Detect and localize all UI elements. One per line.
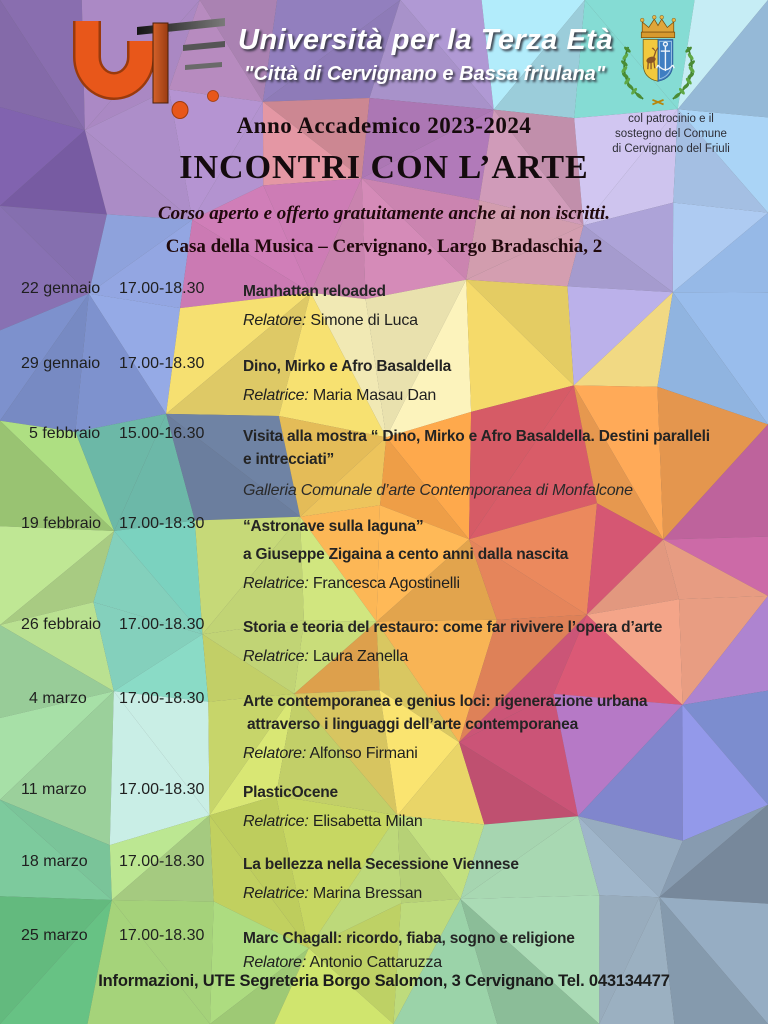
event-speaker: Relatrice: Francesca Agostinelli <box>243 575 460 592</box>
event-time: 17.00-18.30 <box>119 781 205 798</box>
event-time: 17.00-18.30 <box>119 853 205 870</box>
venue-line: Casa della Musica – Cervignano, Largo Bradaschia, 2 <box>165 236 603 257</box>
page-title: INCONTRI CON L’ARTE <box>179 149 589 186</box>
event-speaker: Relatore: Alfonso Firmani <box>243 745 418 762</box>
event-title: PlasticOcene <box>243 784 338 801</box>
event-title: Visita alla mostra “ Dino, Mirko e Afro Basaldella. Destini paralleli <box>243 428 710 445</box>
event-title: La bellezza nella Secessione Viennese <box>243 856 519 873</box>
event-time: 17.00-18.30 <box>119 690 205 707</box>
academic-year: Anno Accademico 2023-2024 <box>236 113 532 138</box>
event-speaker: Relatrice: Laura Zanella <box>243 648 409 665</box>
event-speaker: Relatore: Simone di Luca <box>243 312 418 329</box>
org-subtitle: "Città di Cervignano e Bassa friulana" <box>244 63 606 85</box>
event-title: Dino, Mirko e Afro Basaldella <box>243 358 452 375</box>
event-speaker: Relatrice: Maria Masau Dan <box>243 387 437 404</box>
event-title: Arte contemporanea e genius loci: rigenerazione urbana <box>243 693 648 710</box>
event-time: 17.00-18.30 <box>119 355 205 372</box>
event-date: 19 febbraio <box>21 515 102 532</box>
event-date: 22 gennaio <box>21 280 101 297</box>
event-date: 11 marzo <box>21 781 87 798</box>
event-date: 29 gennaio <box>21 355 101 372</box>
event-speaker: Relatrice: Marina Bressan <box>243 885 423 902</box>
event-time: 17.00-18.30 <box>119 927 205 944</box>
event-date: 18 marzo <box>21 853 88 870</box>
patronage-note: col patrocinio e il sostegno del Comune di Cervignano del Friuli <box>612 113 730 156</box>
event-title: “Astronave sulla laguna” <box>243 518 424 535</box>
event-date: 5 febbraio <box>29 425 101 442</box>
event-date: 26 febbraio <box>21 616 102 633</box>
event-time: 17.00-18.30 <box>119 280 205 297</box>
event-time: 15.00-16.30 <box>119 425 205 442</box>
event-title: Storia e teoria del restauro: come far rivivere l’opera d’arte <box>243 619 663 636</box>
event-title: Marc Chagall: ricordo, fiaba, sogno e religione <box>243 930 575 947</box>
event-title: e intrecciati” <box>243 451 335 468</box>
coat-of-arms-icon <box>610 8 706 110</box>
org-title: Università per la Terza Età <box>238 24 614 56</box>
event-title: Manhattan reloaded <box>243 283 386 300</box>
event-date: 25 marzo <box>21 927 88 944</box>
event-speaker: Relatrice: Elisabetta Milan <box>243 813 423 830</box>
event-subtitle: a Giuseppe Zigaina a cento anni dalla nascita <box>243 546 569 563</box>
event-date: 4 marzo <box>29 690 87 707</box>
event-time: 17.00-18.30 <box>119 616 205 633</box>
event-venue-note: Galleria Comunale d’arte Contemporanea di Monfalcone <box>243 482 633 499</box>
event-title: attraverso i linguaggi dell’arte contemporanea <box>247 716 579 733</box>
event-speaker: Relatore: Antonio Cattaruzza <box>243 954 442 971</box>
open-course-note: Corso aperto e offerto gratuitamente anche ai non iscritti. <box>158 203 610 224</box>
event-time: 17.00-18.30 <box>119 515 205 532</box>
contact-info: Informazioni, UTE Segreteria Borgo Salomon, 3 Cervignano Tel. 043134477 <box>98 972 670 990</box>
